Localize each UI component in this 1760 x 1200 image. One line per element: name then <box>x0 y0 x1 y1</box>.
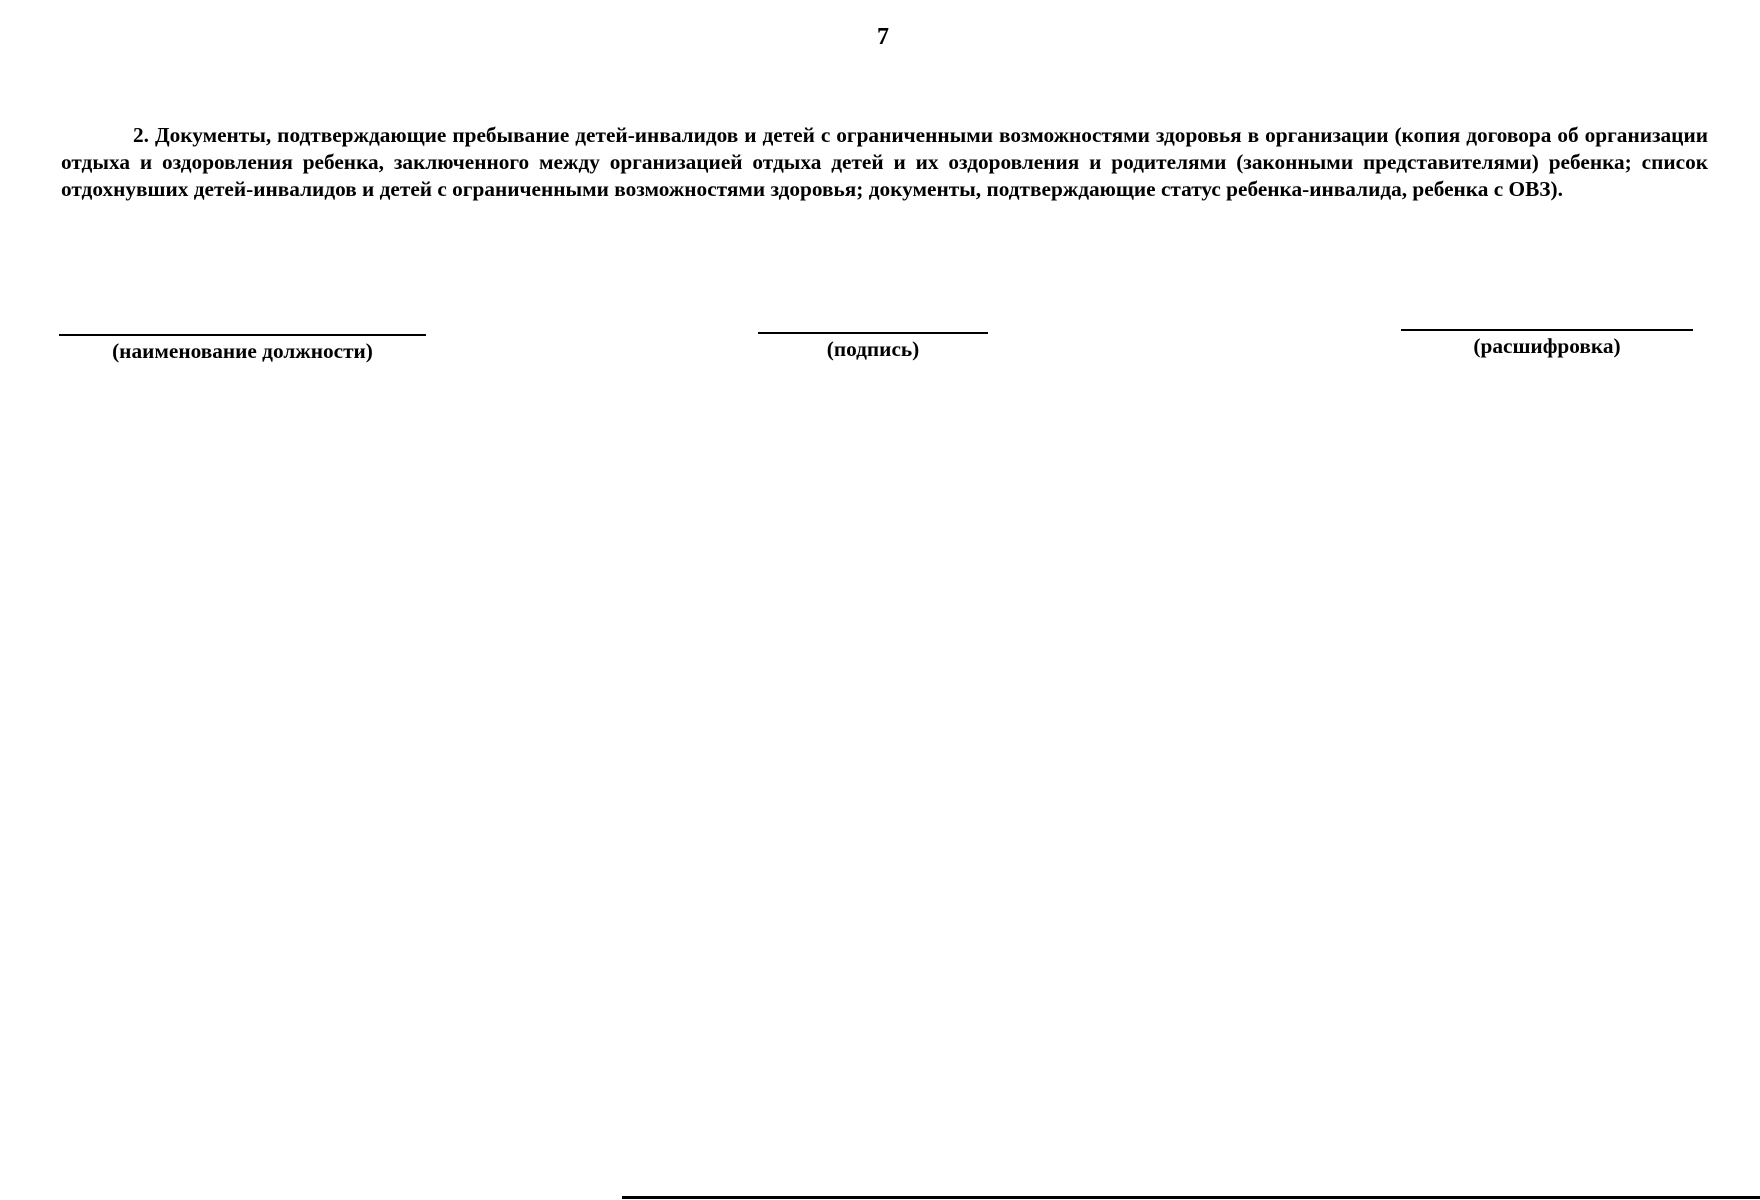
decoding-caption: (расшифровка) <box>1473 334 1621 358</box>
page-number: 7 <box>877 24 889 50</box>
position-caption: (наименование должности) <box>112 339 373 363</box>
bottom-scan-edge-line <box>622 1196 1760 1199</box>
position-signature-field <box>59 334 426 364</box>
signature-caption: (подпись) <box>826 337 920 361</box>
decoding-signature-field <box>1401 329 1693 359</box>
signature-field <box>758 332 988 362</box>
position-blank-line <box>59 334 426 336</box>
decoding-blank-line <box>1401 329 1693 331</box>
document-paragraph: 2. Документы, подтверждающие пребывание детей-инвалидов и детей с ограниченными возможностями здоровья в организации (копия договора об организации отдыха и оздоровления ребенка, заключенного между организацией отдыха детей и их оздоровления и родителями (законными представителями) ребенка; список отдохнувших детей-инвалидов и детей с ограниченными возможностями здоровья; документы, подтверждающие статус ребенка-инвалида, ребенка с ОВЗ). <box>61 123 1708 201</box>
signature-blank-line <box>758 332 988 334</box>
